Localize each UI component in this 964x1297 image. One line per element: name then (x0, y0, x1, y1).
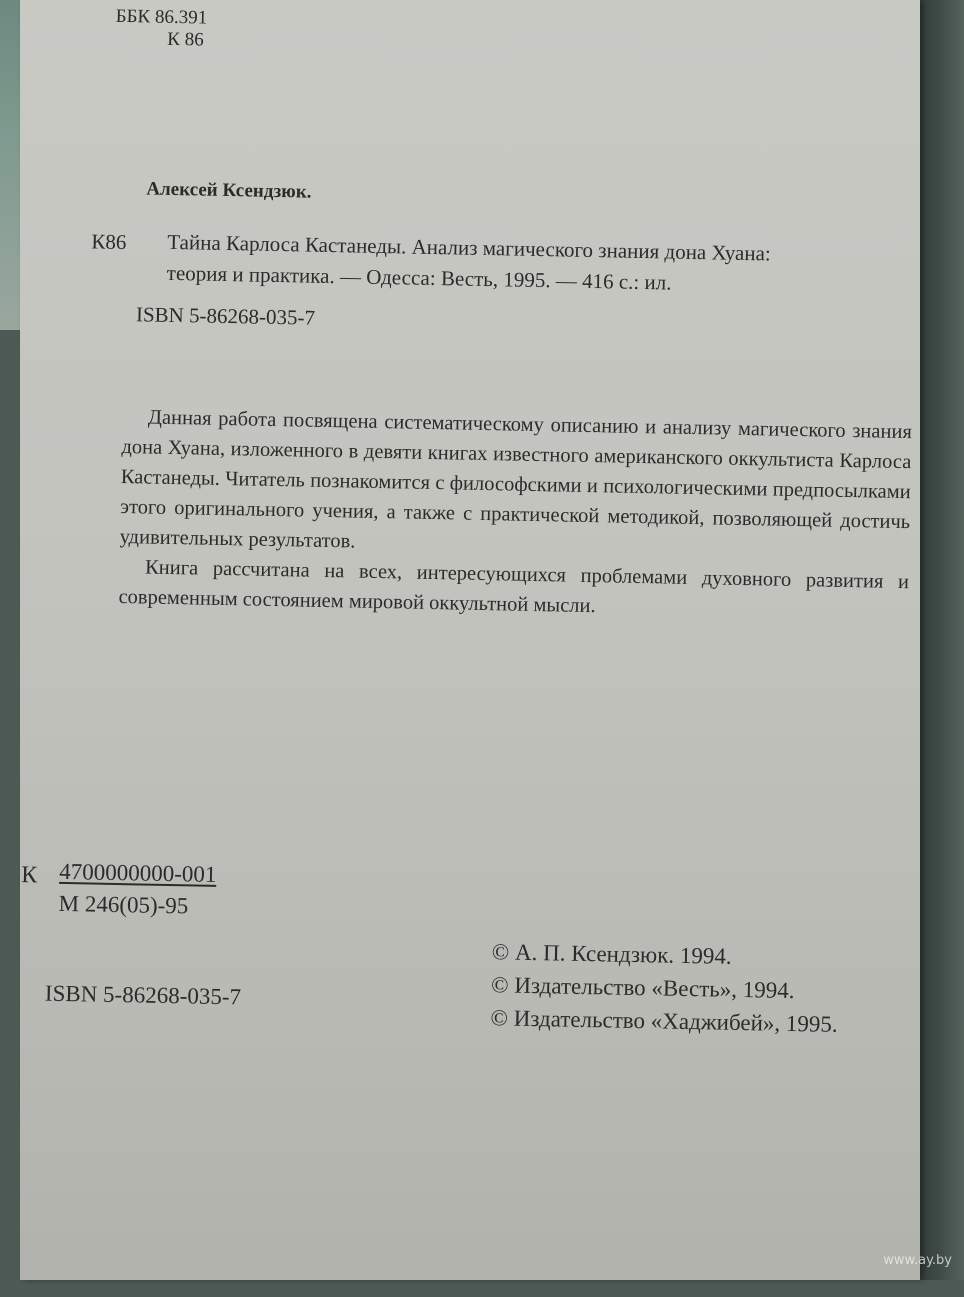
bib-title (166, 227, 927, 304)
copyright-block (490, 935, 839, 1041)
bbk-line: ББК 86.391 (115, 5, 208, 29)
imprint-k: К (20, 862, 38, 889)
bbk-block (115, 6, 207, 52)
copyright-line-2: © Издательство «Весть», 1994. (490, 972, 795, 1004)
copyright-line-3: © Издательство «Хаджибей», 1995. (490, 1005, 838, 1037)
copyright-line-1: © А. П. Ксендзюк. 1994. (491, 939, 732, 969)
abstract (118, 402, 912, 627)
site-watermark: www.ay.by (883, 1253, 952, 1268)
imprint-code-2: М 246(05)-95 (58, 890, 189, 919)
isbn-bottom: ISBN 5-86268-035-7 (44, 980, 242, 1010)
imprint-code-1: 4700000000-001 (59, 858, 217, 887)
bib-index: К86 (91, 229, 127, 255)
abstract-paragraph-1: Данная работа посвящена систематическому описанию и анализу магического знания дона Хуана, изложенного в девяти книгах известного американского оккультиста Карлоса Кастанеды. Читатель познакомится с философскими и психологическими предпосылками этого оригинального учения, а также с практической методикой, позволяющей достичь удивительных результатов. (119, 406, 913, 553)
bib-title-line1: Тайна Карлоса Кастанеды. Анализ магического знания дона Хуана: (167, 229, 771, 266)
isbn-top: ISBN 5-86268-035-7 (135, 302, 316, 330)
abstract-paragraph-2: Книга рассчитана на всех, интересующихся проблемами духовного развития и современным состоянием мировой оккультной мысли. (118, 556, 910, 618)
book-page (20, 0, 920, 1280)
author-name: Алексей Ксендзюк. (146, 178, 312, 203)
index-line: К 86 (167, 28, 204, 51)
bib-title-line2: теория и практика. — Одесса: Весть, 1995. — 416 с.: ил. (166, 260, 672, 295)
